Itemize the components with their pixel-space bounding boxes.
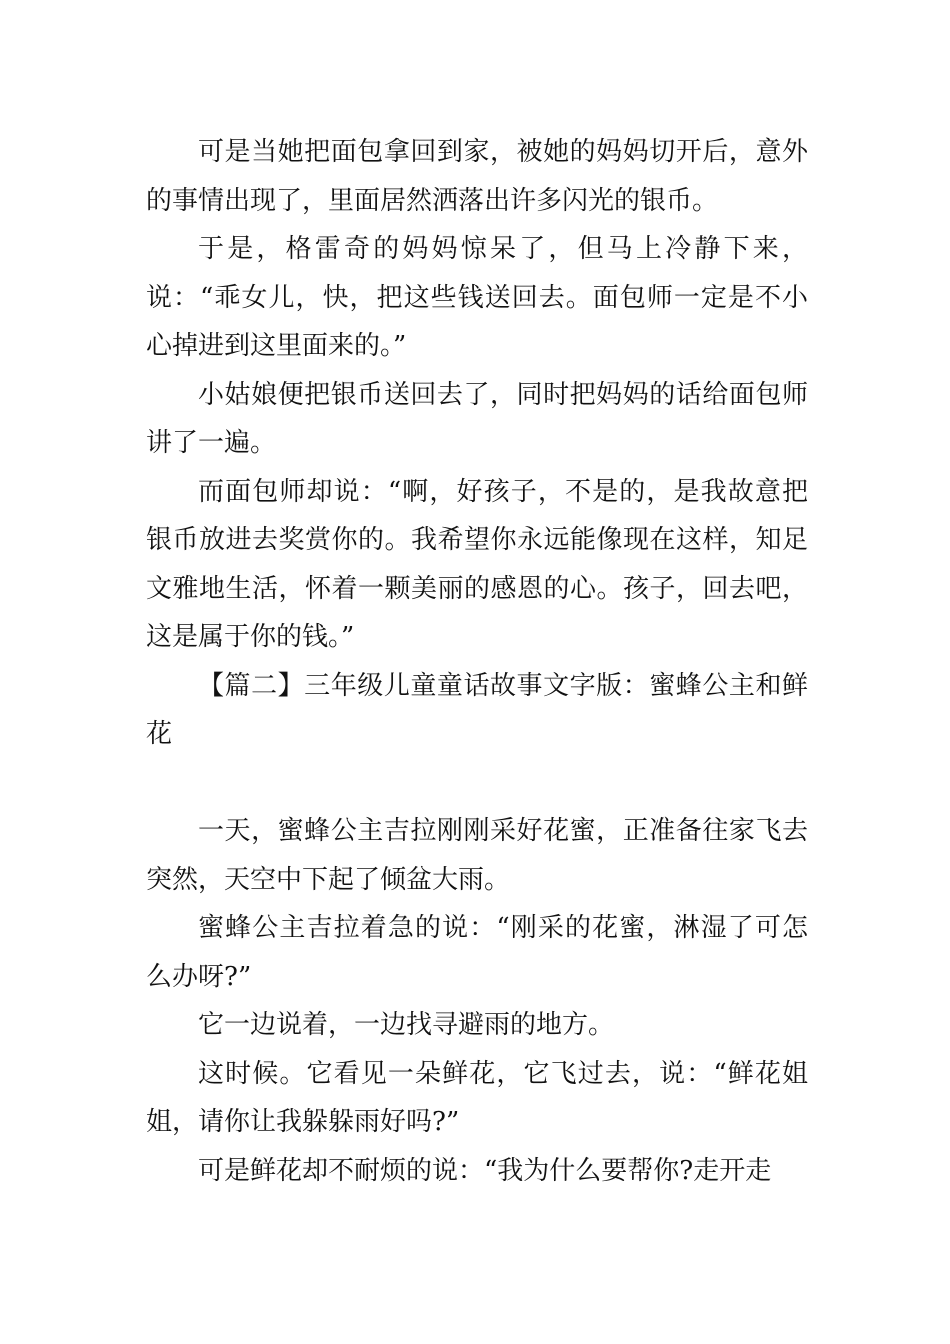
paragraph-mother-surprised: 于是，格雷奇的妈妈惊呆了，但马上冷静下来，说：“乖女儿，快，把这些钱送回去。面包师一定是不小心掉进到这里面来的。” <box>146 234 808 361</box>
paragraph-bee-worried: 蜜蜂公主吉拉着急的说：“刚采的花蜜，淋湿了可怎么办呀?” <box>146 913 808 992</box>
paragraph-flower-refuses: 可是鲜花却不耐烦的说：“我为什么要帮你?走开走 <box>198 1155 772 1186</box>
section-spacer <box>146 759 808 808</box>
paragraph-baker-reply: 而面包师却说：“啊，好孩子，不是的，是我故意把银币放进去奖赏你的。我希望你永远能像现在这样，知足文雅地生活，怀着一颗美丽的感恩的心。孩子，回去吧，这是属于你的钱。” <box>146 476 808 652</box>
paragraph-asks-flower: 这时候。它看见一朵鲜花，它飞过去，说：“鲜花姐姐，请你让我躲躲雨好吗?” <box>146 1058 808 1137</box>
section-heading-part-two: 【篇二】三年级儿童童话故事文字版：蜜蜂公主和鲜花 <box>146 670 808 749</box>
paragraph-looking-for-shelter: 它一边说着，一边找寻避雨的地方。 <box>198 1010 615 1040</box>
paragraph-bread-cut-open: 可是当她把面包拿回到家，被她的妈妈切开后，意外的事情出现了，里面居然洒落出许多闪光的银币。 <box>146 137 808 216</box>
document-body <box>146 128 808 1195</box>
paragraph-girl-returns-coins: 小姑娘便把银币送回去了，同时把妈妈的话给面包师讲了一遍。 <box>146 379 808 458</box>
paragraph-bee-princess-rain: 一天，蜜蜂公主吉拉刚刚采好花蜜，正准备往家飞去突然，天空中下起了倾盆大雨。 <box>146 816 808 895</box>
